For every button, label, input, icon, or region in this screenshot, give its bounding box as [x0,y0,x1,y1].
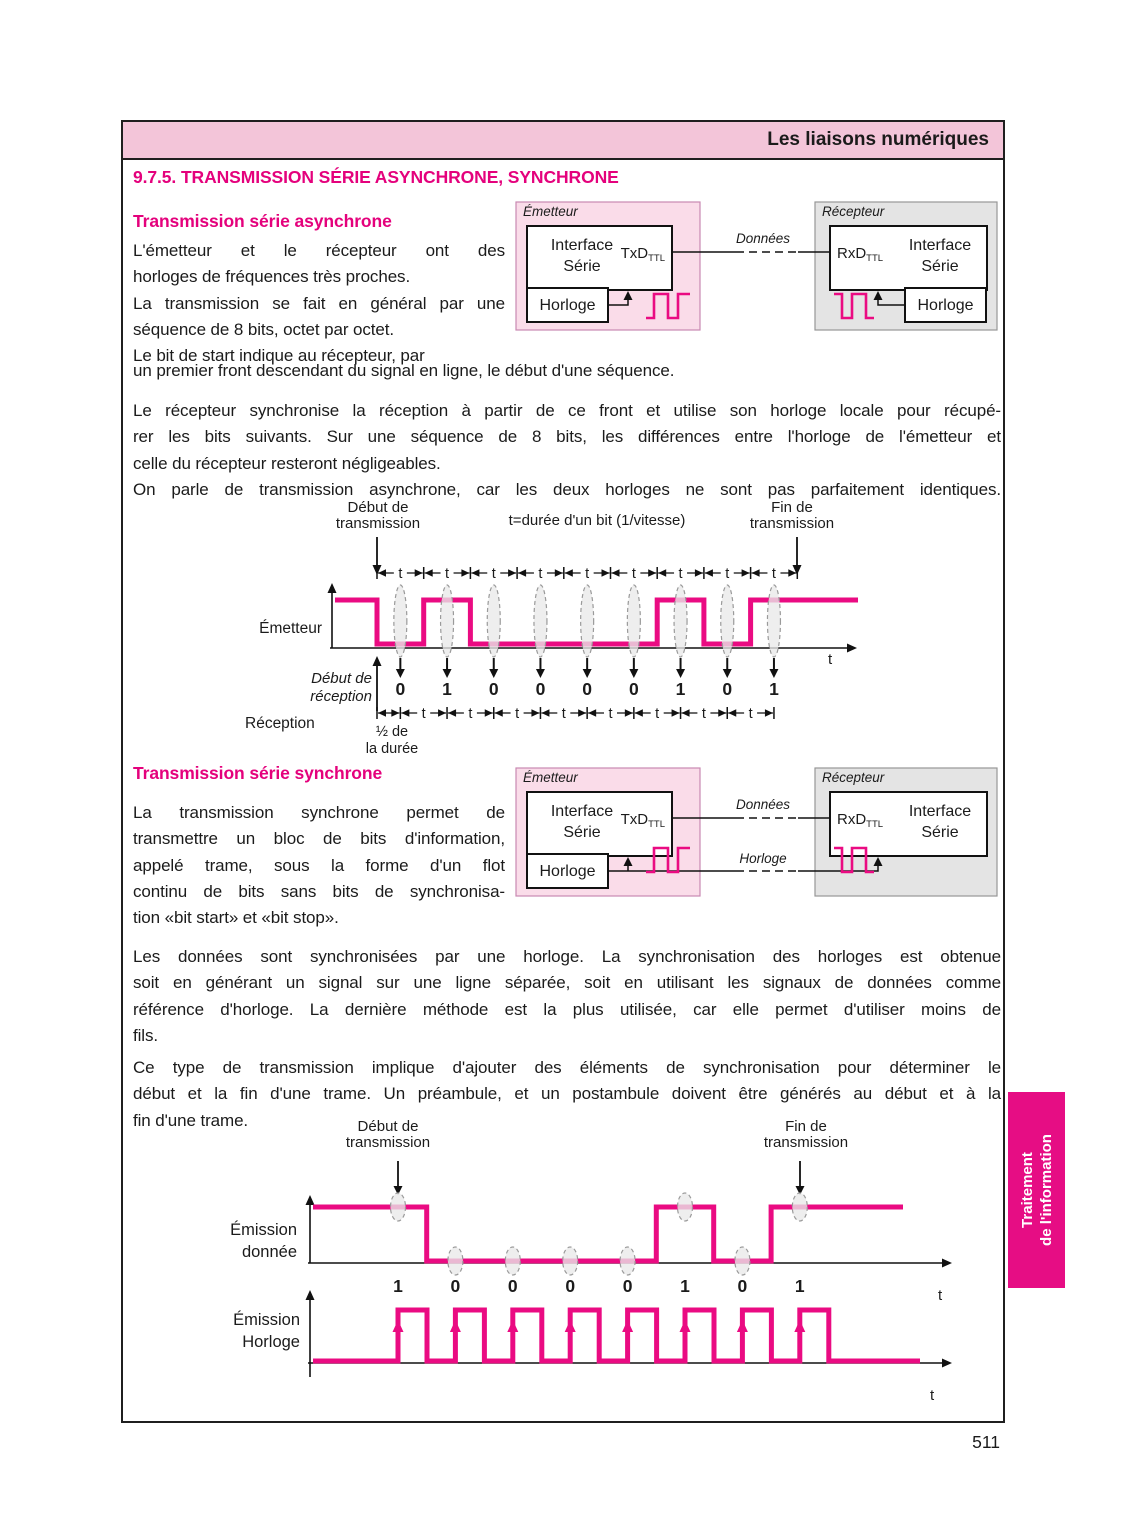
text-line: Le récepteur synchronise la réception à partir de ce front et utilise son horloge locale pour récupé- [133,401,1001,420]
arrow-right-icon [555,569,563,577]
bit-value-label: 0 [488,679,499,699]
arrow-right-icon [578,709,586,717]
sampling-point-ellipse [581,585,594,657]
text-line: appelé trame, sous la forme d'un flot [133,855,505,875]
text-line: fils. [133,1025,159,1045]
bit-value-label: 0 [737,1276,748,1296]
horloge-label: Horloge [539,863,596,880]
arrow-up-icon [507,1320,518,1332]
arrow-right-icon [765,709,773,717]
half-duration-label2: la durée [365,741,419,757]
arrow-up-icon [450,1320,461,1332]
reception-label: Réception [245,715,315,732]
serie-label-rx: Série [921,258,959,275]
arrow-left-icon [378,569,386,577]
arrow-right-icon [602,569,610,577]
bit-value-label: 0 [722,679,733,699]
receiver-label: Récepteur [822,770,885,785]
side-tab-line1: Traitement [1018,1152,1036,1228]
text-line: fin d'une trame. [133,1110,249,1130]
arrow-up-icon [737,1320,748,1332]
page-number: 511 [972,1432,1000,1452]
serie-label: Série [563,258,601,275]
emission-horloge-label: Émission [233,1311,300,1329]
sampling-point-ellipse [735,1247,750,1275]
arrow-right-icon [695,569,703,577]
text-line: L'émetteur et le récepteur ont des [133,241,505,260]
bit-value-label: 1 [675,679,686,699]
figure-sync-block-diagram [510,762,1005,906]
text-line: Les données sont synchronisées par une horloge. La synchronisation des horloges est obtenue [133,947,1001,966]
receiver-label: Récepteur [822,204,885,219]
chapter-side-tab [1008,1092,1065,1288]
text-line: tion «bit start» et «bit stop». [133,908,339,928]
side-tab-text [1008,1092,1065,1288]
t-interval-label: t [655,706,660,722]
arrow-right-icon [718,709,726,717]
fin-transmission-label2: transmission [749,515,835,532]
arrow-up-icon [622,1320,633,1332]
paragraph-async-fullline: un premier front descendant du signal en ligne, le début d'une séquence. [133,361,675,380]
sampling-point-ellipse [627,585,640,657]
arrow-right-icon [531,709,539,717]
chapter-header-title: Les liaisons numériques [767,129,989,150]
text-line: soit en générant un signal sur une ligne séparée, soit en utilisant les signaux de données comme [133,973,1001,993]
sampling-point-ellipse [620,1247,635,1275]
text-line: horloges de fréquences très proches. [133,267,411,287]
horloge-line-label: Horloge [739,851,787,866]
donnees-label: Données [735,231,791,246]
arrow-up-icon [373,656,382,666]
sampling-point-ellipse [792,1193,807,1221]
arrow-right-icon [625,709,633,717]
sampling-point-ellipse [721,585,734,657]
arrow-left-icon [682,709,690,717]
bit-value-label: 0 [535,679,546,699]
emission-horloge-label2: Horloge [242,1333,300,1351]
bit-duration-label: t=durée d'un bit (1/vitesse) [508,512,686,529]
t-interval-label: t [398,566,403,582]
bit-value-label: 1 [442,679,452,699]
text-line: La transmission synchrone permet de [133,803,505,822]
t-axis-label: t [938,1287,943,1304]
arrow-left-icon [425,569,433,577]
fin-transmission-label: Fin de [771,499,813,516]
arrow-down-icon [583,669,592,678]
arrow-right-icon [648,569,656,577]
text-line: séquence de 8 bits, octet par octet. [133,319,395,339]
t-interval-label: t [421,706,426,722]
arrow-left-icon [752,569,760,577]
arrow-right-icon [461,569,469,577]
arrow-left-icon [448,709,456,717]
txd-label: TxD$_{TTL}$ [620,811,665,830]
arrow-right-icon [742,569,750,577]
figure-sync-timing [180,1115,970,1407]
figure-async-block-diagram [510,196,1005,340]
arrow-down-icon [629,669,638,678]
text-line: Ce type de transmission implique d'ajouter des éléments de synchronisation pour déterminer le [133,1058,1001,1077]
arrow-up-icon [794,1320,805,1332]
bit-value-label: 0 [565,1276,576,1296]
arrow-up-icon [680,1320,691,1332]
arrow-right-icon [508,569,516,577]
txd-label: TxD$_{TTL}$ [620,245,665,264]
async-waveform-group [335,565,858,723]
bit-value-label: 0 [622,1276,633,1296]
interface-label: Interface [550,803,614,820]
arrow-down-icon [676,669,685,678]
emetteur-signal-label: Émetteur [259,620,322,637]
arrow-down-icon [489,669,498,678]
bit-value-label: 1 [393,1276,403,1296]
arrow-right-icon [485,709,493,717]
subsection-title-sync: Transmission série synchrone [133,763,383,783]
text-line: référence d'horloge. La dernière méthode est la plus utilisée, car elle permet d'utiliser moins de [133,999,1001,1019]
text-line: celle du récepteur resteront négligeables. [133,453,441,473]
sync-waveform-group [313,1193,920,1361]
subsection-title-async: Transmission série asynchrone [133,211,392,231]
t-interval-label: t [701,706,706,722]
arrow-left-icon [495,709,503,717]
emission-donnee-label2: donnée [241,1243,297,1261]
debut-reception-label: Début de [311,670,372,687]
arrow-up-icon [306,1290,315,1300]
interface-label: Interface [550,237,614,254]
sampling-point-ellipse [534,585,547,657]
bit-value-label: 1 [680,1276,690,1296]
sampling-point-ellipse [448,1247,463,1275]
bit-value-label: 0 [507,1276,518,1296]
text-line: continu de bits sans bits de synchronisa- [133,881,505,901]
arrow-down-icon [443,669,452,678]
t-interval-label: t [608,706,613,722]
sampling-point-ellipse [441,585,454,657]
half-duration-label: ½ de [375,724,409,740]
arrow-down-icon [769,669,778,678]
t-interval-label: t [725,566,730,582]
arrow-left-icon [612,569,620,577]
bit-value-label: 0 [450,1276,461,1296]
text-line: rer les bits suivants. Sur une séquence de 8 bits, les différences entre l'horloge de l'émetteur et [133,427,1001,447]
text-line: début et la fin d'une trame. Un préambule, et un postambule doivent être générés au début et à la [133,1084,1001,1104]
text-line: La transmission se fait en général par une [133,293,505,313]
rxd-label: RxD$_{TTL}$ [837,245,884,264]
arrow-left-icon [728,709,736,717]
arrow-left-icon [471,569,479,577]
arrow-left-icon [705,569,713,577]
arrow-left-icon [635,709,643,717]
t-interval-label: t [515,706,520,722]
arrow-right-icon [391,709,399,717]
t-interval-label: t [491,566,496,582]
paragraph-sync-column [133,800,505,931]
side-tab-line2: de l'information [1037,1134,1055,1246]
paragraph-async-2 [133,398,1001,503]
horloge-label-rx: Horloge [917,297,974,314]
sampling-point-ellipse [391,1193,406,1221]
sampling-point-ellipse [394,585,407,657]
emission-donnee-label: Émission [230,1221,297,1239]
arrow-up-icon [306,1195,315,1205]
t-interval-label: t [771,566,776,582]
sampling-point-ellipse [563,1247,578,1275]
debut-transmission-label2: transmission [335,515,421,532]
serie-label: Série [563,824,601,841]
debut-transmission-label: Début de [357,1118,419,1135]
fin-transmission-label: Fin de [785,1118,827,1135]
fin-transmission-label2: transmission [763,1134,849,1151]
arrow-down-icon [723,669,732,678]
text-line: Le bit de start indique au récepteur, par [133,346,425,366]
donnees-label: Données [735,797,791,812]
t-interval-label: t [631,566,636,582]
bit-value-label: 1 [769,679,779,699]
t-interval-label: t [538,566,543,582]
sampling-point-ellipse [674,585,687,657]
bit-value-label: 0 [582,679,593,699]
arrow-right-icon [438,709,446,717]
arrow-right-icon [942,1359,952,1368]
bit-value-label: 0 [628,679,639,699]
t-axis-label: t [828,651,833,668]
t-interval-label: t [468,706,473,722]
emitter-label: Émetteur [523,770,578,785]
serie-label-rx: Série [921,824,959,841]
debut-transmission-label2: transmission [345,1134,431,1151]
arrow-right-icon [847,644,857,653]
arrow-up-icon [328,583,337,593]
clock-waveform [313,1310,920,1361]
arrow-right-icon [942,1259,952,1268]
arrow-right-icon [672,709,680,717]
t-interval-label: t [445,566,450,582]
arrow-left-icon [378,709,386,717]
bit-value-label: 0 [395,679,406,699]
paragraph-async-column [133,238,505,369]
emitter-label: Émetteur [523,204,578,219]
text-line: transmettre un bloc de bits d'information, [133,829,505,849]
arrow-up-icon [565,1320,576,1332]
sampling-point-ellipse [505,1247,520,1275]
arrow-down-icon [396,669,405,678]
t-axis-label: t [930,1387,935,1404]
t-interval-label: t [748,706,753,722]
horloge-label: Horloge [539,297,596,314]
arrow-left-icon [401,709,409,717]
arrow-left-icon [565,569,573,577]
interface-label-rx: Interface [908,803,972,820]
arrow-left-icon [588,709,596,717]
debut-reception-label2: réception [310,688,372,705]
sampling-point-ellipse [487,585,500,657]
t-interval-label: t [678,566,683,582]
debut-transmission-label: Début de [347,499,409,516]
arrow-left-icon [541,709,549,717]
arrow-right-icon [415,569,423,577]
bit-value-label: 1 [794,1276,805,1296]
rxd-label: RxD$_{TTL}$ [837,811,884,830]
arrow-left-icon [518,569,526,577]
chapter-header-bar [121,120,1005,160]
arrow-up-icon [393,1320,404,1332]
sampling-point-ellipse [678,1193,693,1221]
section-title: 9.7.5. TRANSMISSION SÉRIE ASYNCHRONE, SYNCHRONE [133,167,619,187]
text-line: On parle de transmission asynchrone, car les deux horloges ne sont pas parfaitement identiques. [133,479,1001,499]
arrow-down-icon [536,669,545,678]
t-interval-label: t [561,706,566,722]
interface-label-rx: Interface [908,237,972,254]
sampling-point-ellipse [767,585,780,657]
arrow-left-icon [658,569,666,577]
figure-async-timing [180,495,890,765]
paragraph-sync-2 [133,944,1001,1049]
t-interval-label: t [585,566,590,582]
